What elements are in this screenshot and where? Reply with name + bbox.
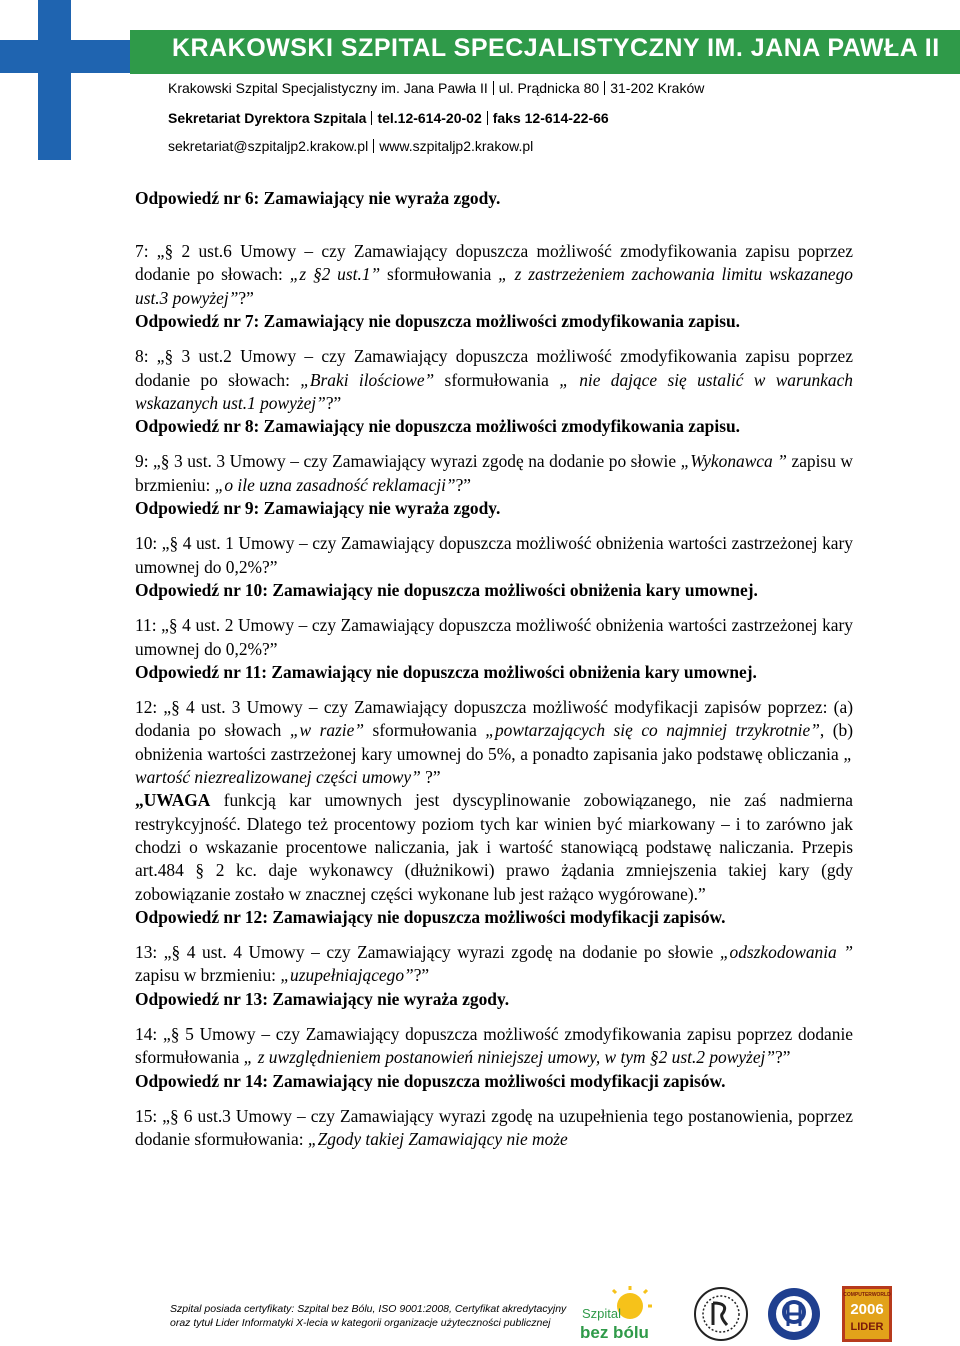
iso-certificate-logo [693, 1285, 749, 1343]
svg-text:bez bólu: bez bólu [580, 1323, 649, 1342]
svg-text:Szpital: Szpital [582, 1306, 622, 1321]
address-line [168, 80, 704, 96]
uwaga-note: „UWAGA funkcją kar umownych jest dyscyplinowanie zobowiązanego, nie zaś nadmierna restrykcyjność. Dlatego też procentowy poziom tych kar winien być miarkowany – i to zarówno jak chodzi o wskazanie procentowe naliczania, jak i wartość stanowiącą podstawę naliczania. Przepis art.484 § 2 kc. daje wykonawcy (dłużnikowi) prawo żądania zmniejszenia takiej kary (gdy zobowiązanie zostało w znacznej części wykonane lub jest rażąco wygórowane).” [135, 790, 853, 904]
question-9: 9: „§ 3 ust. 3 Umowy – czy Zamawiający wyrazi zgodę na dodanie po słowie „Wykonawca ” zapisu w brzmieniu: „o ile uzna zasadność reklamacji”?” Odpowiedź nr 9: Zamawiający nie wyraża zgody. [135, 450, 853, 520]
website-link[interactable]: www.szpitaljp2.krakow.pl [379, 138, 534, 154]
answer-13: Odpowiedź nr 13: Zamawiający nie wyraża zgody. [135, 988, 510, 1009]
hospital-name: KRAKOWSKI SZPITAL SPECJALISTYCZNY IM. JANA PAWŁA II [172, 34, 940, 62]
lider-informatyki-logo [842, 1286, 892, 1342]
question-10: 10: „§ 4 ust. 1 Umowy – czy Zamawiający dopuszcza możliwość obniżenia wartości zastrzeżonej kary umownej do 0,2%?” Odpowiedź nr 10: Zamawiający nie dopuszcza możliwości obniżenia kary umownej. [135, 532, 853, 602]
contact-line [168, 110, 609, 126]
question-8: 8: „§ 3 ust.2 Umowy – czy Zamawiający dopuszcza możliwość zmodyfikowania zapisu poprzez dodanie po słowach: „Braki ilościowe” sformułowania „ nie dające się ustalić w warunkach wskazanych ust.1 powyżej”?” Odpowiedź nr 8: Zamawiający nie dopuszcza możliwości zmodyfikowania zapisu. [135, 345, 853, 438]
letterhead [0, 0, 960, 160]
accreditation-logo [764, 1286, 824, 1342]
answer-12: Odpowiedź nr 12: Zamawiający nie dopuszcza możliwości modyfikacji zapisów. [135, 906, 726, 927]
answer-11: Odpowiedź nr 11: Zamawiający nie dopuszcza możliwości obniżenia kary umownej. [135, 661, 757, 682]
address-street: ul. Prądnicka 80 [498, 80, 600, 96]
question-7: 7: „§ 2 ust.6 Umowy – czy Zamawiający dopuszcza możliwość zmodyfikowania zapisu poprzez dodanie po słowach: „z §2 ust.1” sformułowania „ z zastrzeżeniem zachowania limitu wskazanego ust.3 powyżej”?” Odpowiedź nr 7: Zamawiający nie dopuszcza możliwości zmodyfikowania zapisu. [135, 240, 853, 333]
document-body [135, 170, 853, 1151]
question-12: 12: „§ 4 ust. 3 Umowy – czy Zamawiający dopuszcza możliwość modyfikacji zapisów poprzez: (a) dodania po słowach „w razie” sformułowania „powtarzających się co najmniej trzykrotnie”, (b) obniżenia wartości zastrzeżonej kary umownej do 5%, a ponadto zapisania jako podstawę obliczania „ wartość niezrealizowanej części umowy” ?” „UWAGA funkcją kar umownych jest dyscyplinowanie zobowiązanego, nie zaś nadmierna restrykcyjność. Dlatego też procentowy poziom tych kar winien być miarkowany – i to zarówno jak chodzi o wskazanie procentowe naliczania, jak i wartość stanowiącą podstawę naliczania. Przepis art.484 § 2 kc. daje wykonawcy (dłużnikowi) prawo żądania zmniejszenia takiej kary (gdy zobowiązanie zostało w znacznej części wykonane lub jest rażąco wygórowane).” Odpowiedź nr 12: Zamawiający nie dopuszcza możliwości modyfikacji zapisów. [135, 696, 853, 929]
svg-text:2006: 2006 [850, 1301, 884, 1318]
contact-office: Sekretariat Dyrektora Szpitala [168, 110, 367, 126]
answer-14: Odpowiedź nr 14: Zamawiający nie dopuszcza możliwości modyfikacji zapisów. [135, 1070, 726, 1091]
answer-10: Odpowiedź nr 10: Zamawiający nie dopuszcza możliwości obniżenia kary umownej. [135, 579, 758, 600]
question-15: 15: „§ 6 ust.3 Umowy – czy Zamawiający wyrazi zgodę na uzupełnienia tego postanowienia, poprzez dodanie sformułowania: „Zgody takiej Zamawiający nie może [135, 1105, 853, 1150]
answer-9: Odpowiedź nr 9: Zamawiający nie wyraża zgody. [135, 498, 501, 519]
address-name: Krakowski Szpital Specjalistyczny im. Jana Pawła II [168, 80, 488, 96]
address-city: 31-202 Kraków [610, 80, 705, 96]
svg-text:COMPUTERWORLD: COMPUTERWORLD [843, 1292, 891, 1298]
question-14: 14: „§ 5 Umowy – czy Zamawiający dopuszcza możliwość zmodyfikowania zapisu poprzez dodanie sformułowania „ z uwzględnieniem postanowień niniejszej umowy, w tym §2 ust.2 powyżej”?” Odpowiedź nr 14: Zamawiający nie dopuszcza możliwości modyfikacji zapisów. [135, 1023, 853, 1093]
question-13: 13: „§ 4 ust. 4 Umowy – czy Zamawiający wyrazi zgodę na dodanie po słowie „odszkodowania ” zapisu w brzmieniu: „uzupełniającego”?” Odpowiedź nr 13: Zamawiający nie wyraża zgody. [135, 941, 853, 1011]
answer-7: Odpowiedź nr 7: Zamawiający nie dopuszcza możliwości zmodyfikowania zapisu. [135, 310, 740, 331]
answer-6: Odpowiedź nr 6: Zamawiający nie wyraża zgody. [135, 188, 501, 209]
svg-text:LIDER: LIDER [850, 1321, 884, 1333]
mail-line [168, 138, 533, 154]
contact-fax: faks 12-614-22-66 [492, 110, 609, 126]
certificates-note: Szpital posiada certyfikaty: Szpital bez Bólu, ISO 9001:2008, Certyfikat akredytacyjny oraz tytuł Lider Informatyki X-lecia w kategorii organizacje użyteczności publicznej [170, 1303, 567, 1329]
contact-phone: tel.12-614-20-02 [377, 110, 482, 126]
szpital-bez-bolu-logo [578, 1284, 668, 1344]
question-11: 11: „§ 4 ust. 2 Umowy – czy Zamawiający dopuszcza możliwość obniżenia wartości zastrzeżonej kary umownej do 0,2%?” Odpowiedź nr 11: Zamawiający nie dopuszcza możliwości obniżenia kary umownej. [135, 614, 853, 684]
answer-8: Odpowiedź nr 8: Zamawiający nie dopuszcza możliwości zmodyfikowania zapisu. [135, 416, 740, 437]
email-link[interactable]: sekretariat@szpitaljp2.krakow.pl [168, 138, 369, 154]
hospital-cross-logo [0, 0, 130, 160]
